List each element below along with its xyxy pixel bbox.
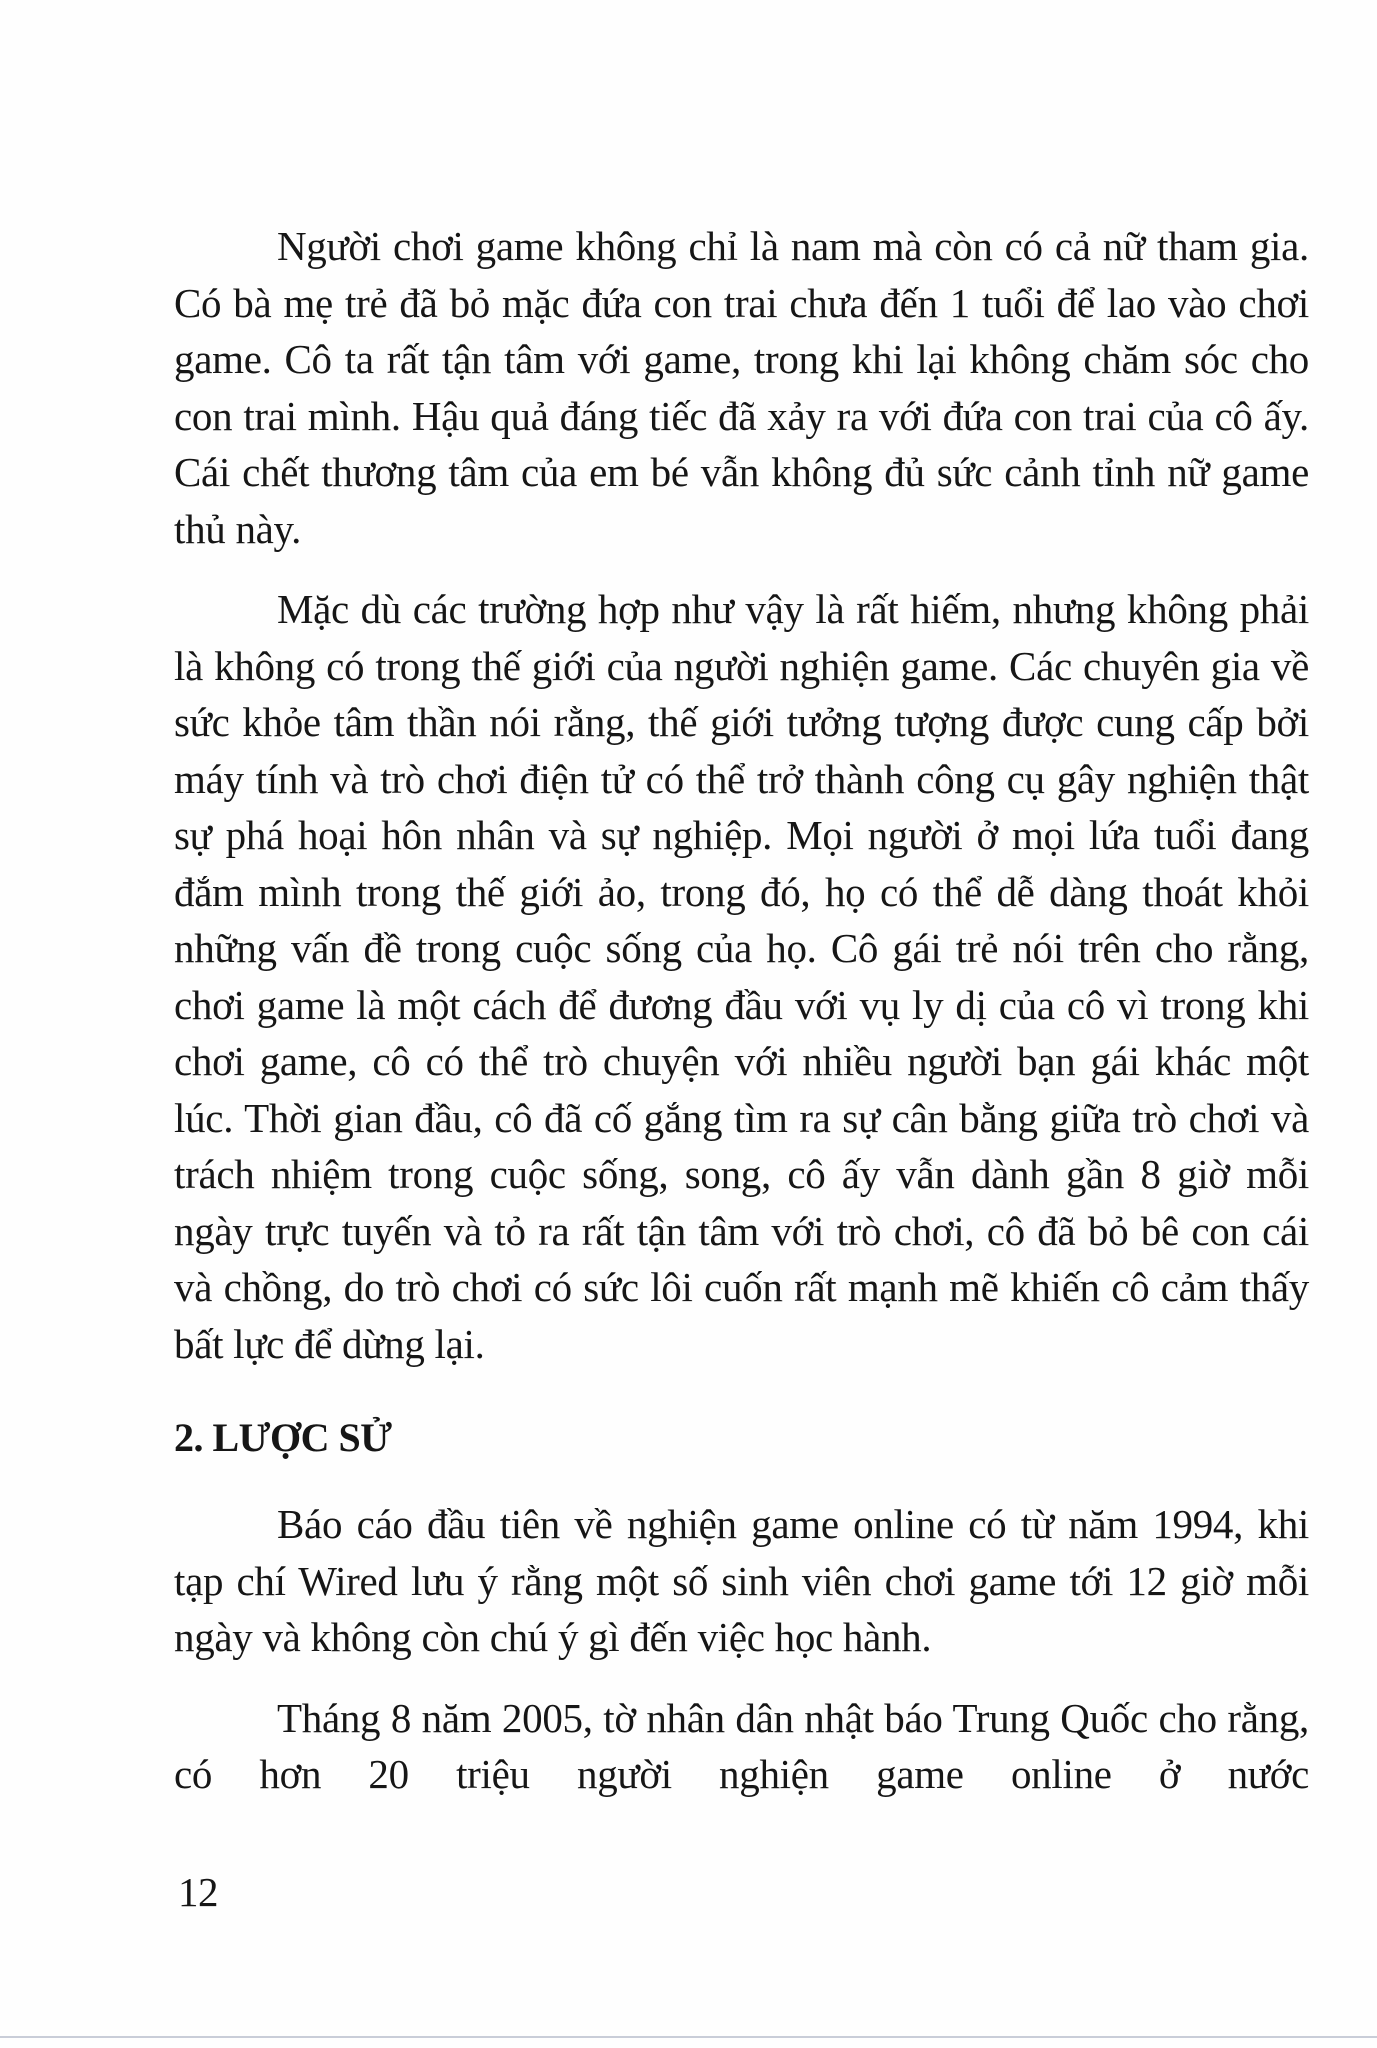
page-number: 12 xyxy=(178,1869,218,1915)
paragraph-first-report: Báo cáo đầu tiên về nghiện game online có từ năm 1994, khi tạp chí Wired lưu ý rằng một số sinh viên chơi game tới 12 giờ mỗi ngày và không còn chú ý gì đến việc học hành. xyxy=(174,1501,1309,1660)
scan-edge-divider xyxy=(0,2036,1377,2038)
paragraph-virtual-world: Mặc dù các trường hợp như vậy là rất hiếm, nhưng không phải là không có trong thế giới của người nghiện game. Các chuyên gia về sức khỏe tâm thần nói rằng, thế giới tưởng tượng được cung cấp bởi máy tính và trò chơi điện tử có thể trở thành công cụ gây nghiện thật sự phá hoại hôn nhân và sự nghiệp. Mọi người ở mọi lứa tuổi đang đắm mình trong thế giới ảo, trong đó, họ có thể dễ dàng thoát khỏi những vấn đề trong cuộc sống của họ. Cô gái trẻ nói trên cho rằng, chơi game là một cách để đương đầu với vụ ly dị của cô vì trong khi chơi game, cô có thể trò chuyện với nhiều người bạn gái khác một lúc. Thời gian đầu, cô đã cố gắng tìm ra sự cân bằng giữa trò chơi và trách nhiệm trong cuộc sống, song, cô ấy vẫn dành gần 8 giờ mỗi ngày trực tuyến và tỏ ra rất tận tâm với trò chơi, cô đã bỏ bê con cái và chồng, do trò chơi có sức lôi cuốn rất mạnh mẽ khiến cô cảm thấy bất lực để dừng lại. xyxy=(174,586,1309,1367)
paragraph-china-2005: Tháng 8 năm 2005, tờ nhân dân nhật báo Trung Quốc cho rằng, có hơn 20 triệu người nghiện game online ở nước xyxy=(174,1694,1309,1797)
paragraph-female-gamer: Người chơi game không chỉ là nam mà còn có cả nữ tham gia. Có bà mẹ trẻ đã bỏ mặc đứa con trai chưa đến 1 tuổi để lao vào chơi game. Cô ta rất tận tâm với game, trong khi lại không chăm sóc cho con trai mình. Hậu quả đáng tiếc đã xảy ra với đứa con trai của cô ấy. Cái chết thương tâm của em bé vẫn không đủ sức cảnh tỉnh nữ game thủ này. xyxy=(174,223,1309,552)
section-heading: 2. LƯỢC SỬ xyxy=(174,1415,392,1460)
page-content xyxy=(174,218,1309,1827)
